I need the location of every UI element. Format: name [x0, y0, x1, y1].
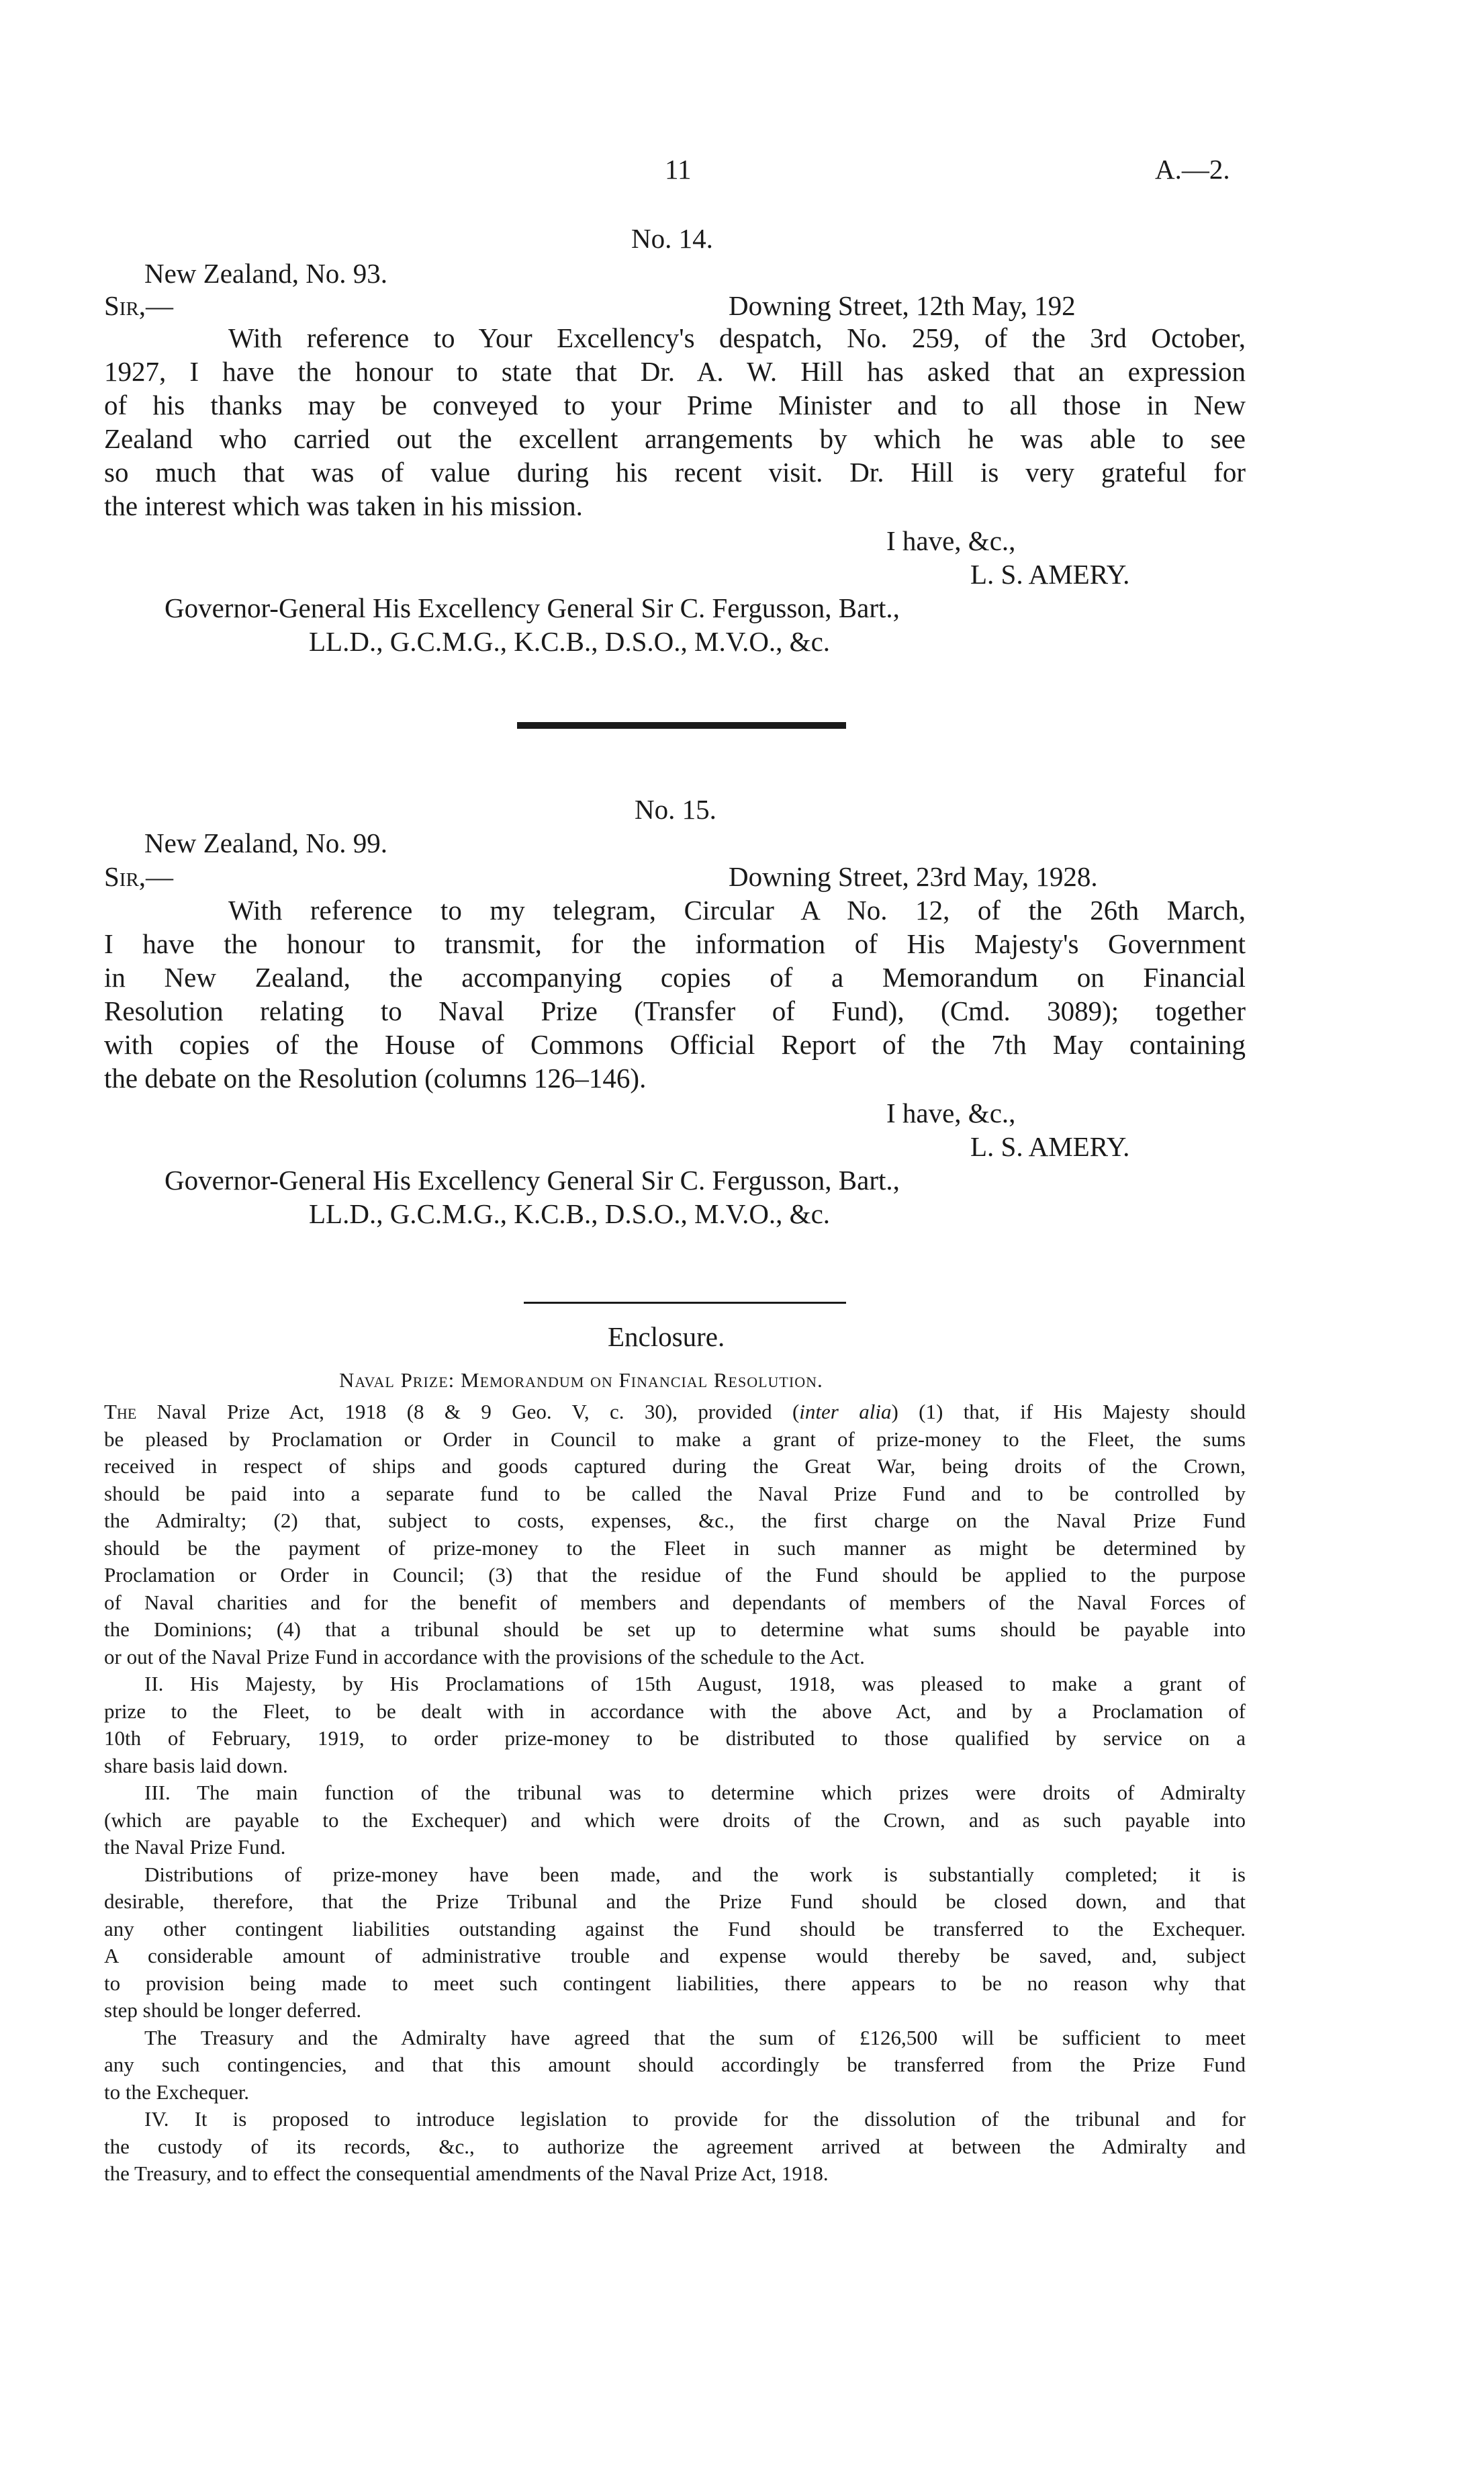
enclosure-line: the Naval Prize Fund. — [104, 1835, 286, 1859]
enclosure-line: the Treasury, and to effect the consequential amendments of the Naval Prize Act, 1918. — [104, 2162, 829, 2185]
enclosure-line: III. The main function of the tribunal was to determine which prizes were droits of Admiralty — [144, 1781, 1246, 1804]
letter-15-body-line: with copies of the House of Commons Official Report of the 7th May containing — [104, 1029, 1246, 1060]
enclosure-line: IV. It is proposed to introduce legislation to provide for the dissolution of the tribunal and for — [144, 2107, 1246, 2131]
enclosure-line: prize to the Fleet, to be dealt with in accordance with the above Act, and by a Proclamation of — [104, 1699, 1246, 1723]
enclosure-line: received in respect of ships and goods captured during the Great War, being droits of the Crown, — [104, 1454, 1246, 1478]
enclosure-line: The Treasury and the Admiralty have agreed that the sum of £126,500 will be sufficient to meet — [144, 2025, 1246, 2049]
letter-14-body-line: Zealand who carried out the excellent arrangements by which he was able to see — [104, 423, 1246, 454]
letter-14-body — [104, 321, 1246, 523]
letter-14-number: No. 14. — [631, 223, 713, 254]
enclosure-line: 10th of February, 1919, to order prize-money to be distributed to those qualified by service on a — [104, 1726, 1246, 1750]
letter-14-body-line: With reference to Your Excellency's despatch, No. 259, of the 3rd October, — [228, 322, 1246, 353]
enclosure-line: share basis laid down. — [104, 1753, 288, 1777]
letter-14-signature: L. S. AMERY. — [970, 559, 1130, 590]
letter-15-body-line: the debate on the Resolution (columns 126–146). — [104, 1063, 647, 1094]
letter-14-closing: I have, &c., — [886, 525, 1016, 556]
enclosure-line: the Dominions; (4) that a tribunal should be set up to determine what sums should be payable into — [104, 1617, 1246, 1641]
enclosure-line: step should be longer deferred. — [104, 1998, 362, 2022]
page-number: 11 — [665, 154, 692, 185]
letter-14-body-line: of his thanks may be conveyed to your Prime Minister and to all those in New — [104, 390, 1246, 420]
enclosure-line: any other contingent liabilities outstanding against the Fund should be transferred to the Exchequer. — [104, 1916, 1246, 1941]
enclosure-line: A considerable amount of administrative trouble and expense would thereby be saved, and, subject — [104, 1944, 1246, 1967]
enclosure-line: (which are payable to the Exchequer) and which were droits of the Crown, and as such payable into — [104, 1808, 1246, 1832]
letter-15-signature: L. S. AMERY. — [970, 1131, 1130, 1162]
enclosure-line: the custody of its records, &c., to authorize the agreement arrived at between the Admiralty and — [104, 2134, 1246, 2158]
enclosure-heading: Enclosure. — [608, 1321, 725, 1352]
enclosure-paragraph-1 — [104, 1398, 1246, 2188]
letter-15-place-date: Downing Street, 23rd May, 1928. — [729, 861, 1098, 892]
letter-15-body — [104, 893, 1246, 1095]
letter-15-salutation: Sir,— — [104, 861, 174, 892]
document-series: A.—2. — [1155, 154, 1230, 185]
section-divider — [517, 722, 846, 729]
letter-14-ref: New Zealand, No. 93. — [144, 258, 388, 289]
enclosure-line: to the Exchequer. — [104, 2080, 250, 2104]
text-span: ) (1) that, if His Majesty should — [891, 1400, 1246, 1423]
letter-14-body-line: so much that was of value during his recent visit. Dr. Hill is very grateful for — [104, 457, 1246, 488]
letter-15-body-line: in New Zealand, the accompanying copies of a Memorandum on Financial — [104, 962, 1246, 993]
letter-15-addressee-line2: LL.D., G.C.M.G., K.C.B., D.S.O., M.V.O., &c. — [309, 1198, 831, 1229]
letter-15-body-line: With reference to my telegram, Circular A No. 12, of the 26th March, — [228, 895, 1246, 926]
letter-14-salutation: Sir,— — [104, 290, 174, 321]
enclosure-line: the Admiralty; (2) that, subject to costs, expenses, &c., the first charge on the Naval Prize Fund — [104, 1509, 1246, 1532]
enclosure-line: or out of the Naval Prize Fund in accordance with the provisions of the schedule to the Act. — [104, 1644, 865, 1668]
enclosure-p1-first-line — [104, 1398, 1246, 1426]
lead-word: The — [104, 1400, 137, 1423]
letter-14-addressee-line2: LL.D., G.C.M.G., K.C.B., D.S.O., M.V.O., &c. — [309, 626, 831, 657]
enclosure-line: II. His Majesty, by His Proclamations of 15th August, 1918, was pleased to make a grant of — [144, 1672, 1246, 1695]
letter-14-place-date: Downing Street, 12th May, 192 — [729, 290, 1076, 321]
enclosure-line: to provision being made to meet such contingent liabilities, there appears to be no reason why that — [104, 1971, 1246, 1995]
letter-15-body-line: Resolution relating to Naval Prize (Transfer of Fund), (Cmd. 3089); together — [104, 995, 1246, 1026]
letter-14-addressee-line1: Governor-General His Excellency General Sir C. Fergusson, Bart., — [165, 592, 900, 623]
enclosure-line: should be the payment of prize-money to the Fleet in such manner as might be determined by — [104, 1536, 1246, 1560]
section-divider-thin — [524, 1302, 846, 1304]
letter-15-ref: New Zealand, No. 99. — [144, 828, 388, 858]
enclosure-line: should be paid into a separate fund to be called the Naval Prize Fund and to be controlled by — [104, 1481, 1246, 1505]
letter-15-number: No. 15. — [635, 794, 716, 825]
italic-text: inter alia — [799, 1400, 892, 1423]
enclosure-subheading: Naval Prize: Memorandum on Financial Resolution. — [339, 1368, 823, 1392]
letter-15-addressee-line1: Governor-General His Excellency General Sir C. Fergusson, Bart., — [165, 1165, 900, 1196]
enclosure-line: be pleased by Proclamation or Order in Council to make a grant of prize-money to the Fleet, the sums — [104, 1427, 1246, 1451]
letter-14-body-line: the interest which was taken in his mission. — [104, 490, 583, 521]
letter-15-body-line: I have the honour to transmit, for the information of His Majesty's Government — [104, 928, 1246, 959]
enclosure-line: desirable, therefore, that the Prize Tribunal and the Prize Fund should be closed down, and that — [104, 1889, 1246, 1913]
enclosure-line: Proclamation or Order in Council; (3) that the residue of the Fund should be applied to the purpose — [104, 1563, 1246, 1587]
enclosure-line: Distributions of prize-money have been made, and the work is substantially completed; it is — [144, 1862, 1246, 1886]
enclosure-line: any such contingencies, and that this amount should accordingly be transferred from the Prize Fund — [104, 2053, 1246, 2076]
letter-15-closing: I have, &c., — [886, 1098, 1016, 1128]
letter-14-body-line: 1927, I have the honour to state that Dr. A. W. Hill has asked that an expression — [104, 356, 1246, 387]
text-span: Naval Prize Act, 1918 (8 & 9 Geo. V, c. 30), provided ( — [156, 1400, 800, 1423]
enclosure-line: of Naval charities and for the benefit of members and dependants of members of the Naval Forces of — [104, 1590, 1246, 1614]
